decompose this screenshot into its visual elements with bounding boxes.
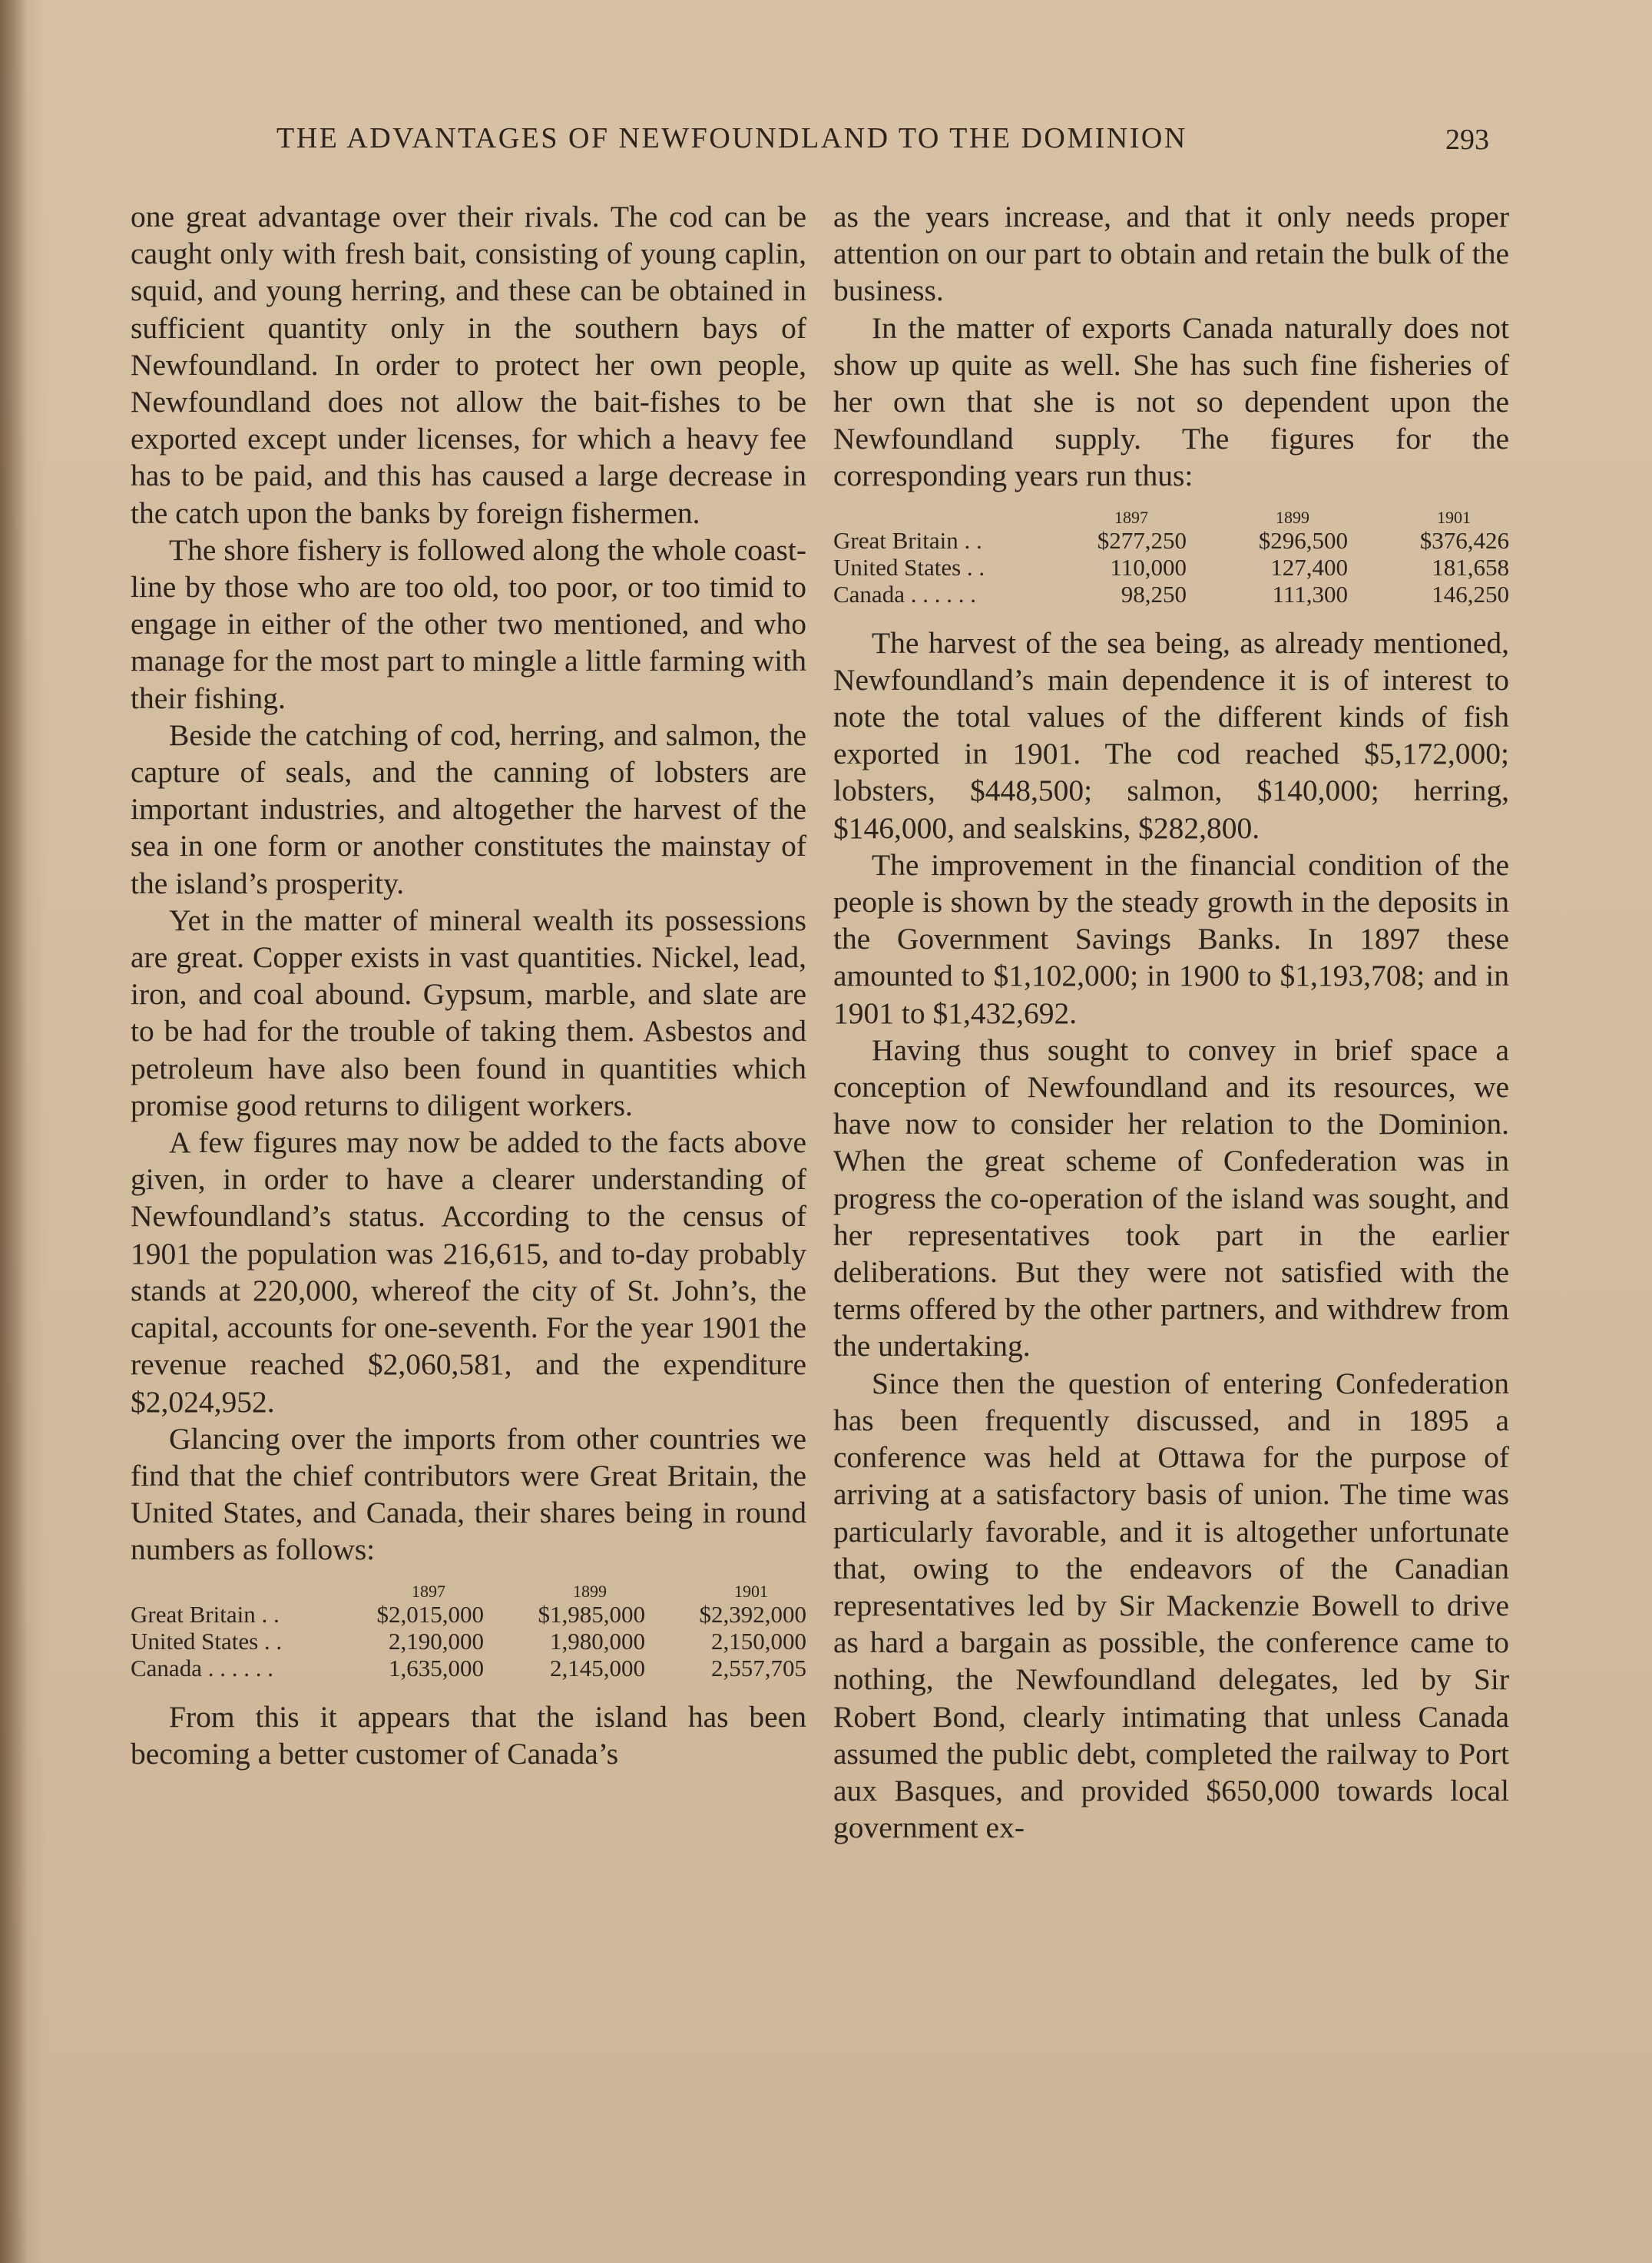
- running-title: THE ADVANTAGES OF NEWFOUNDLAND TO THE DOMINION: [276, 122, 1187, 154]
- country-cell: Canada . . . . . .: [833, 580, 976, 608]
- value-cell: 98,250: [1121, 580, 1187, 608]
- value-cell: 2,145,000: [550, 1654, 645, 1682]
- right-column: [833, 198, 1509, 1846]
- country-cell: United States . .: [131, 1627, 283, 1655]
- year-header: 1899: [573, 1581, 607, 1601]
- year-header: 1901: [1437, 507, 1471, 527]
- year-header: 1899: [1276, 507, 1309, 527]
- paragraph: The improvement in the financial condition of the people is shown by the steady growth in the deposits in the Government Savings Banks. In 1897 these amounted to $1,102,000; in 1900 to $1,193,708; and in 1901 to $1,432,692.: [833, 847, 1509, 1030]
- year-header: 1901: [734, 1581, 768, 1601]
- value-cell: 2,557,705: [711, 1654, 806, 1682]
- value-cell: $1,985,000: [538, 1600, 645, 1628]
- exports-table: [833, 509, 1509, 608]
- country-cell: United States . .: [833, 553, 985, 581]
- left-column: [131, 198, 806, 1772]
- value-cell: 2,190,000: [389, 1627, 484, 1655]
- table-row: [131, 1628, 806, 1655]
- table-header-row: [833, 509, 1509, 527]
- paragraph: The shore fishery is followed along the whole coast-line by those who are too old, too poor, or too timid to engage in either of the other two mentioned, and who manage for the most part to mingle a little farming with their fishing.: [131, 532, 806, 715]
- imports-table: [131, 1582, 806, 1682]
- table-row: [131, 1601, 806, 1628]
- paragraph: one great advantage over their rivals. The cod can be caught only with fresh bait, consisting of young caplin, squid, and young herring, and these can be obtained in sufficient quantity only in the southern bays of Newfoundland. In order to protect her own people, Newfoundland does not allow the bait-fishes to be exported except under licenses, for which a heavy fee has to be paid, and this has caused a large decrease in the catch upon the banks by foreign fishermen.: [131, 200, 806, 530]
- value-cell: 110,000: [1110, 553, 1187, 581]
- value-cell: $277,250: [1097, 526, 1187, 554]
- table-row: [833, 527, 1509, 554]
- paragraph: Having thus sought to convey in brief space a conception of Newfoundland and its resources, we have now to consider her relation to the Dominion. When the great scheme of Confederation was in progress the co-operation of the island was sought, and her representatives took part in the earlier deliberations. But they were not satisfied with the terms offered by the other partners, and withdrew from the undertaking.: [833, 1032, 1509, 1363]
- value-cell: $296,500: [1258, 526, 1348, 554]
- country-cell: Great Britain . .: [833, 526, 982, 554]
- paragraph: The harvest of the sea being, as already mentioned, Newfoundland’s main dependence it is of interest to note the total values of the different kinds of fish exported in 1901. The cod reached $5,172,000; lobsters, $448,500; salmon, $140,000; herring, $146,000, and sealskins, $282,800.: [833, 625, 1509, 845]
- country-cell: Canada . . . . . .: [131, 1654, 273, 1682]
- table-header-row: [131, 1582, 806, 1601]
- paragraph: Beside the catching of cod, herring, and salmon, the capture of seals, and the canning of lobsters are important industries, and altogether the harvest of the sea in one form or another constitutes the mainstay of the island’s prosperity.: [131, 717, 806, 900]
- paragraph: In the matter of exports Canada naturally does not show up quite as well. She has such fine fisheries of her own that she is not so dependent upon the Newfoundland supply. The figures for the corresponding years run thus:: [833, 310, 1509, 493]
- value-cell: 2,150,000: [711, 1627, 806, 1655]
- country-cell: Great Britain . .: [131, 1600, 280, 1628]
- page-binding-shadow: [0, 0, 28, 2263]
- value-cell: 1,635,000: [389, 1654, 484, 1682]
- paragraph: Glancing over the imports from other countries we find that the chief contributors were Great Britain, the United States, and Canada, their shares being in round numbers as follows:: [131, 1421, 806, 1567]
- value-cell: 127,400: [1270, 553, 1348, 581]
- table-row: [833, 581, 1509, 608]
- paragraph: Yet in the matter of mineral wealth its possessions are great. Copper exists in vast quantities. Nickel, lead, iron, and coal abound. Gypsum, marble, and slate are to be had for the trouble of taking them. Asbestos and petroleum have also been found in quantities which promise good returns to diligent workers.: [131, 903, 806, 1122]
- page-number: 293: [1445, 124, 1489, 156]
- paragraph: Since then the question of entering Confederation has been frequently discussed, and in 1895 a conference was held at Ottawa for the purpose of arriving at a satisfactory basis of union. The time was particularly favorable, and it is altogether unfortunate that, owing to the endeavors of the Canadian representatives led by Sir Mackenzie Bowell to drive as hard a bargain as possible, the conference came to nothing, the Newfoundland delegates, led by Sir Robert Bond, clearly intimating that unless Canada assumed the public debt, completed the railway to Port aux Basques, and provided $650,000 towards local government ex-: [833, 1366, 1509, 1845]
- value-cell: 1,980,000: [550, 1627, 645, 1655]
- table-row: [131, 1655, 806, 1682]
- value-cell: 111,300: [1272, 580, 1348, 608]
- value-cell: 181,658: [1432, 553, 1509, 581]
- value-cell: $2,392,000: [699, 1600, 806, 1628]
- paragraph: From this it appears that the island has been becoming a better customer of Canada’s: [131, 1699, 806, 1771]
- year-header: 1897: [1114, 507, 1148, 527]
- value-cell: $376,426: [1419, 526, 1509, 554]
- value-cell: $2,015,000: [376, 1600, 484, 1628]
- paragraph: A few figures may now be added to the facts above given, in order to have a clearer understanding of Newfoundland’s status. According to the census of 1901 the population was 216,615, and to-day probably stands at 220,000, whereof the city of St. John’s, the capital, accounts for one-seventh. For the year 1901 the revenue reached $2,060,581, and the expenditure $2,024,952.: [131, 1125, 806, 1419]
- value-cell: 146,250: [1432, 580, 1509, 608]
- table-row: [833, 554, 1509, 581]
- year-header: 1897: [412, 1581, 445, 1601]
- paragraph: as the years increase, and that it only needs proper attention on our part to obtain and retain the bulk of the business.: [833, 200, 1509, 308]
